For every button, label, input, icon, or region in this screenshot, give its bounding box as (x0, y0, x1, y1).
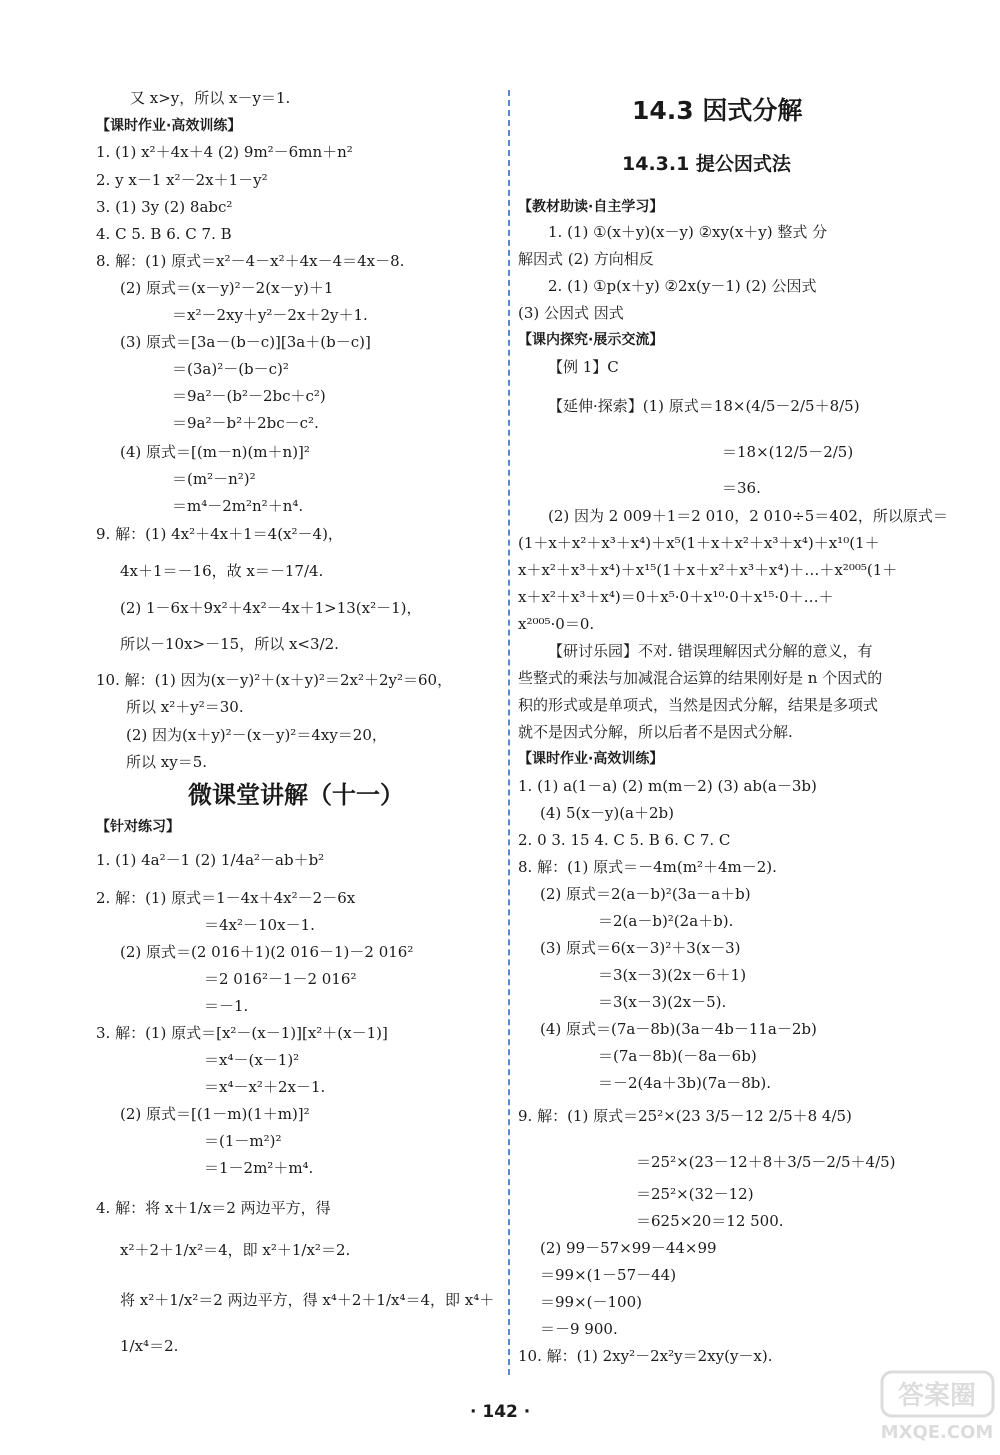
text-line: 所以－10x>－15，所以 x<3/2. (120, 635, 339, 653)
text-line: 3. (1) 3y (2) 8abc² (96, 198, 233, 216)
text-line: ＝36. (722, 479, 761, 497)
text-line: (2) 因为 2 009＋1＝2 010，2 010÷5＝402，所以原式＝ (548, 507, 948, 525)
text-line: 1. (1) ①(x＋y)(x－y) ②xy(x＋y) 整式 分 (548, 223, 828, 241)
text-line: 1. (1) x²＋4x＋4 (2) 9m²－6mn＋n² (96, 143, 353, 161)
text-line: 将 x²＋1/x²＝2 两边平方，得 x⁴＋2＋1/x⁴＝4，即 x⁴＋ (120, 1291, 495, 1309)
text-line: ＝4x²－10x－1. (204, 916, 315, 934)
text-line: ＝(1－m²)² (204, 1132, 282, 1150)
text-line: x²⁰⁰⁵·0＝0. (518, 615, 595, 633)
text-line: ＝x²－2xy＋y²－2x＋2y＋1. (172, 306, 368, 324)
section-header: 【课时作业·高效训练】 (96, 118, 242, 134)
text-line: ＝9a²－b²＋2bc－c². (172, 414, 319, 432)
text-line: ＝18×(12/5－2/5) (722, 443, 854, 461)
text-line: ＝3(x－3)(2x－5). (598, 993, 727, 1011)
text-line: 2. 0 3. 15 4. C 5. B 6. C 7. C (518, 831, 731, 849)
subsection-title: 14.3.1 提公因式法 (622, 153, 791, 175)
text-line: ＝2 016²－1－2 016² (204, 970, 357, 988)
text-line: ＝m⁴－2m²n²＋n⁴. (172, 497, 304, 515)
text-line: 8. 解：(1) 原式＝x²－4－x²＋4x－4＝4x－8. (96, 252, 405, 270)
section-header: 【教材助读·自主学习】 (518, 199, 664, 215)
section-header: 【课时作业·高效训练】 (518, 751, 664, 767)
section-title: 微课堂讲解（十一） (188, 781, 404, 809)
text-line: (4) 5(x－y)(a＋2b) (540, 804, 674, 822)
text-line: (3) 原式＝[3a－(b－c)][3a＋(b－c)] (120, 333, 371, 351)
text-line: (2) 原式＝(x－y)²－2(x－y)＋1 (120, 279, 334, 297)
text-line: 所以 xy＝5. (126, 753, 208, 771)
text-line: 2. (1) ①p(x＋y) ②2x(y－1) (2) 公因式 (548, 277, 817, 295)
text-line: (2) 因为(x＋y)²－(x－y)²＝4xy＝20， (126, 726, 387, 744)
text-line: 些整式的乘法与加减混合运算的结果刚好是 n 个因式的 (518, 669, 883, 687)
text-line: 2. 解：(1) 原式＝1－4x＋4x²－2－6x (96, 889, 356, 907)
text-line: 3. 解：(1) 原式＝[x²－(x－1)][x²＋(x－1)] (96, 1024, 388, 1042)
text-line: (4) 原式＝[(m－n)(m＋n)]² (120, 443, 310, 461)
text-line: 解因式 (2) 方向相反 (518, 250, 654, 268)
text-line: (4) 原式＝(7a－8b)(3a－4b－11a－2b) (540, 1020, 817, 1038)
svg-text:答案圈: 答案圈 (897, 1381, 977, 1411)
text-line: ＝25²×(32－12) (636, 1185, 754, 1203)
text-line: 8. 解：(1) 原式＝－4m(m²＋4m－2). (518, 858, 777, 876)
column-divider (508, 90, 510, 1375)
text-line: 所以 x²＋y²＝30. (126, 698, 244, 716)
text-line: ＝(m²－n²)² (172, 470, 256, 488)
text-line: 【延伸·探索】(1) 原式＝18×(4/5－2/5＋8/5) (548, 397, 860, 415)
watermark-logo (880, 1370, 995, 1445)
text-line: (2) 原式＝[(1－m)(1＋m)]² (120, 1105, 310, 1123)
text-line: 4. 解：将 x＋1/x＝2 两边平方，得 (96, 1199, 331, 1217)
text-line: ＝(3a)²－(b－c)² (172, 360, 289, 378)
text-line: 10. 解：(1) 因为(x－y)²＋(x＋y)²＝2x²＋2y²＝60， (96, 671, 453, 689)
text-line: ＝－1. (204, 997, 249, 1015)
text-line: ＝625×20＝12 500. (636, 1212, 784, 1230)
text-line: 10. 解：(1) 2xy²－2x²y＝2xy(y－x). (518, 1347, 773, 1365)
text-line: 2. y x－1 x²－2x＋1－y² (96, 171, 268, 189)
text-line: 1. (1) a(1－a) (2) m(m－2) (3) ab(a－3b) (518, 777, 817, 795)
text-line: (2) 原式＝(2 016＋1)(2 016－1)－2 016² (120, 943, 414, 961)
section-header: 【针对练习】 (96, 819, 180, 835)
text-line: 1/x⁴＝2. (120, 1337, 179, 1355)
text-line: 【研讨乐园】不对. 错误理解因式分解的意义，有 (548, 642, 873, 660)
svg-text:MXQE.COM: MXQE.COM (880, 1422, 994, 1443)
text-line: 积的形式或是单项式，当然是因式分解，结果是多项式 (518, 696, 879, 714)
text-line: ＝(7a－8b)(－8a－6b) (598, 1047, 757, 1065)
text-line: 4x＋1＝－16，故 x＝－17/4. (120, 562, 324, 580)
text-line: ＝9a²－(b²－2bc＋c²) (172, 387, 326, 405)
text-line: 4. C 5. B 6. C 7. B (96, 225, 232, 243)
text-line: ＝－2(4a＋3b)(7a－8b). (598, 1074, 771, 1092)
text-line: ＝－9 900. (540, 1320, 618, 1338)
text-line: 【例 1】C (548, 358, 619, 376)
chapter-title: 14.3 因式分解 (632, 96, 803, 125)
text-line: (2) 99－57×99－44×99 (540, 1239, 717, 1257)
text-line: (1＋x＋x²＋x³＋x⁴)＋x⁵(1＋x＋x²＋x³＋x⁴)＋x¹⁰(1＋ (518, 534, 880, 552)
text-line: x＋x²＋x³＋x⁴)＋x¹⁵(1＋x＋x²＋x³＋x⁴)＋…＋x²⁰⁰⁵(1＋ (518, 561, 898, 579)
text-line: (3) 原式＝6(x－3)²＋3(x－3) (540, 939, 741, 957)
text-line: ＝99×(1－57－44) (540, 1266, 677, 1284)
text-line: ＝25²×(23－12＋8＋3/5－2/5＋4/5) (636, 1153, 896, 1171)
text-line: ＝x⁴－x²＋2x－1. (204, 1078, 326, 1096)
text-line: (2) 1－6x＋9x²＋4x²－4x＋1>13(x²－1)， (120, 599, 422, 617)
text-line: 9. 解：(1) 原式＝25²×(23 3/5－12 2/5＋8 4/5) (518, 1107, 852, 1125)
text-line: ＝x⁴－(x－1)² (204, 1051, 300, 1069)
text-line: ＝99×(－100) (540, 1293, 642, 1311)
text-line: x²＋2＋1/x²＝4，即 x²＋1/x²＝2. (120, 1241, 351, 1259)
text-line: x＋x²＋x³＋x⁴)＝0＋x⁵·0＋x¹⁰·0＋x¹⁵·0＋…＋ (518, 588, 834, 606)
text-line: 就不是因式分解，所以后者不是因式分解. (518, 723, 793, 741)
text-line: 1. (1) 4a²－1 (2) 1/4a²－ab＋b² (96, 851, 325, 869)
text-line: (3) 公因式 因式 (518, 304, 624, 322)
page-number: · 142 · (470, 1402, 531, 1422)
text-line: ＝1－2m²＋m⁴. (204, 1159, 314, 1177)
text-line: ＝2(a－b)²(2a＋b). (598, 912, 734, 930)
text-line: (2) 原式＝2(a－b)²(3a－a＋b) (540, 885, 751, 903)
text-line: 又 x>y，所以 x－y＝1. (130, 89, 291, 107)
text-line: 9. 解：(1) 4x²＋4x＋1＝4(x²－4)， (96, 525, 343, 543)
text-line: ＝3(x－3)(2x－6＋1) (598, 966, 747, 984)
section-header: 【课内探究·展示交流】 (518, 332, 664, 348)
